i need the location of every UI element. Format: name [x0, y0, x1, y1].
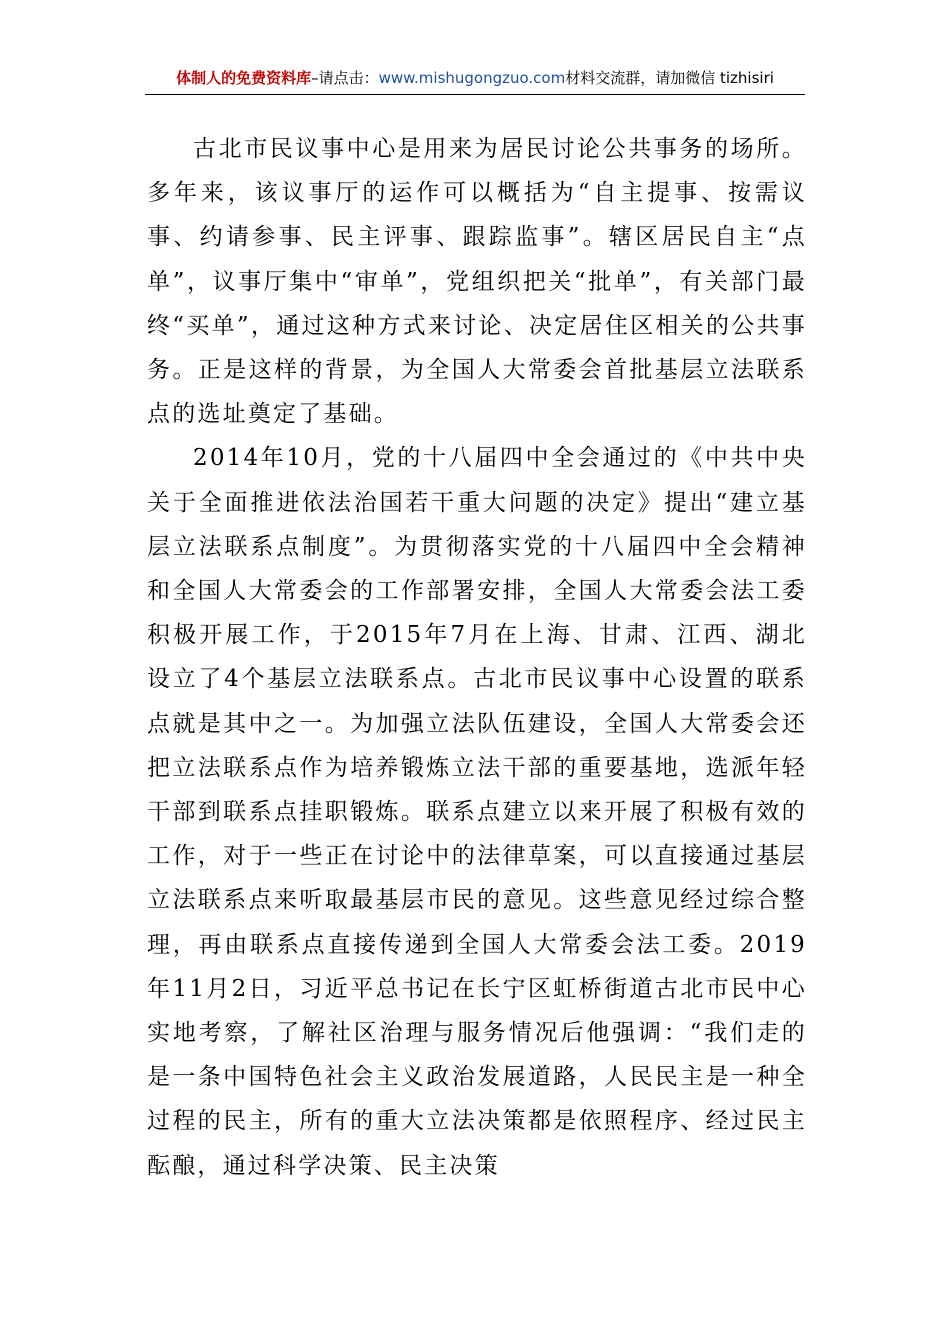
paragraph-2: 2014年10月，党的十八届四中全会通过的《中共中央关于全面推进依法治国若干重大问题的决定》提出“建立基层立法联系点制度”。为贯彻落实党的十八届四中全会精神和全国人大常委会的工作部署安排，全国人大常委会法工委积极开展工作，于2015年7月在上海、甘肃、江西、湖北设立了4个基层立法联系点。古北市民议事中心设置的联系点就是其中之一。为加强立法队伍建设，全国人大常委会还把立法联系点作为培养锻炼立法干部的重要基地，选派年轻干部到联系点挂职锻炼。联系点建立以来开展了积极有效的工作，对于一些正在讨论中的法律草案，可以直接通过基层立法联系点来听取最基层市民的意见。这些意见经过综合整理，再由联系点直接传递到全国人大常委会法工委。2019年11月2日，习近平总书记在长宁区虹桥街道古北市民中心实地考察，了解社区治理与服务情况后他强调：“我们走的是一条中国特色社会主义政治发展道路，人民民主是一种全过程的民主，所有的重大立法决策都是依照程序、经过民主酝酿，通过科学决策、民主决策: [147, 445, 807, 1179]
header-website-link[interactable]: www.mishugongzuo.com: [378, 69, 566, 87]
header-brand: 体制人的免费资料库: [176, 69, 312, 87]
document-body: [147, 127, 807, 1188]
paragraph-1: 古北市民议事中心是用来为居民讨论公共事务的场所。多年来，该议事厅的运作可以概括为“自主提事、按需议事、约请参事、民主评事、跟踪监事”。辖区居民自主“点单”，议事厅集中“审单”，党组织把关“批单”，有关部门最终“买单”，通过这种方式来讨论、决定居住区相关的公共事务。正是这样的背景，为全国人大常委会首批基层立法联系点的选址奠定了基础。: [147, 136, 807, 428]
header-contact-text: 材料交流群，请加微信 tizhisiri: [565, 69, 774, 87]
page-header: [145, 66, 805, 95]
header-prompt: –请点击：: [311, 69, 379, 87]
